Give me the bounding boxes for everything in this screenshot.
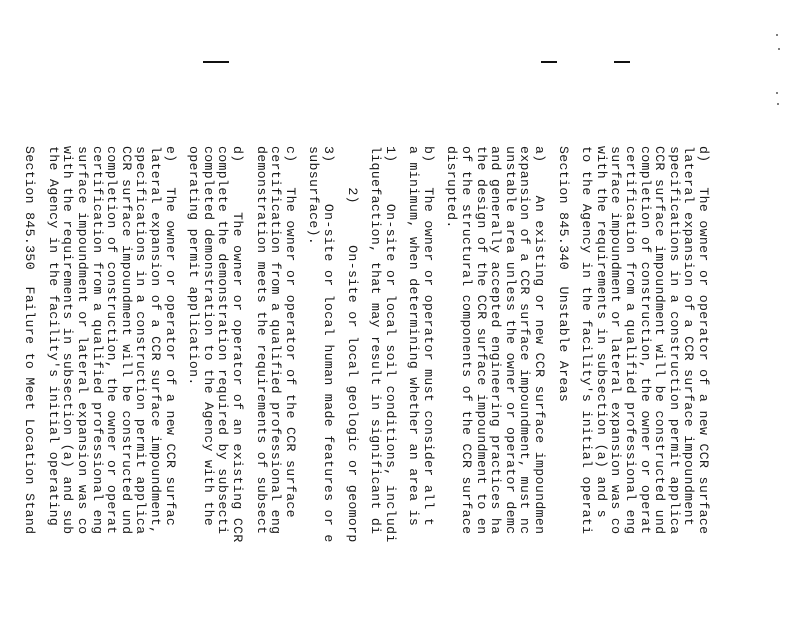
text-line: a minimum, when determining whether an area is [406,146,422,527]
text-line: lateral expansion of a CCR surface impoundment [681,146,697,527]
text-line: the Agency in the facility's initial operating [45,146,61,527]
speck [778,48,780,50]
paragraph-gap [244,146,253,618]
text-line: CCR surface impoundment will be constructed und [118,146,134,535]
text-line: complete the demonstration required by subsecti [215,146,231,535]
text-line: specifications in a construction permit applica [666,146,682,535]
rotated-text-block [22,146,710,618]
mark-left [203,61,229,63]
paragraph-gap [397,146,406,618]
speck [776,34,778,36]
text-line: certification from a qualified professional eng [89,146,105,535]
text-line: with the requirements in subsection (a) and sub [60,146,76,535]
paragraph-gap [570,146,579,618]
text-line: liquefaction, that may result in significant di [368,146,384,535]
text-line: 1) On-site or local soil conditions, includi [382,146,398,543]
text-line: surface impoundment or lateral expansion was co [75,146,91,535]
text-line: certification from a qualified professional eng [623,146,639,535]
text-line: 2) On-site or local geologic or geomorp [344,146,360,543]
paragraph-gap [297,146,306,618]
text-line: with the requirements in subsection (a) and s [593,146,609,518]
text-line: demonstration meets the requirements of subsect [253,146,269,535]
text-line: CCR surface impoundment will be constructed und [652,146,668,535]
paragraph-gap [359,146,368,618]
text-line: completion of construction, the owner or operat [637,146,653,535]
text-line: c) The owner or operator of the CCR surface [282,146,298,518]
paragraph-gap [435,146,444,618]
paragraph-gap [546,146,555,618]
text-line: unstable area unless the owner or operator demc [502,146,518,535]
text-line: subsurface). [306,146,322,246]
text-line: expansion of a CCR surface impoundment, must nc [517,146,533,535]
text-line: to the Agency in the facility's initial operati [579,146,595,535]
mark-right [614,61,630,63]
speck [777,103,779,105]
text-line: d) The owner or operator of a new CCR surface [696,146,711,535]
text-line: a) An existing or new CCR surface impoundmen [532,146,548,535]
text-line: Section 845.350 Failure to Meet Location Stand [22,146,38,535]
text-line: 3) On-site or local human made features or e [320,146,336,543]
text-line: and generally accepted engineering practices ha [488,146,504,535]
paragraph-gap [36,146,45,618]
text-line: completed demonstration to the Agency with the [200,146,216,527]
speck [776,92,778,94]
text-line: operating permit application. [186,146,202,386]
text-line: lateral expansion of a CCR surface impoundment, [148,146,163,535]
text-line: disrupted. [444,146,460,229]
text-line: specifications in a construction permit applica [133,146,149,535]
paragraph-gap [177,146,186,618]
text-line: b) The owner or operator must consider all t [420,146,436,527]
text-line: completion of construction, the owner or operat [104,146,120,535]
text-line: surface impoundment or lateral expansion was co [608,146,624,535]
mark-mid [541,61,557,63]
text-line: certification from a qualified professional eng [268,146,284,535]
text-line: Section 845.340 Unstable Areas [555,146,571,403]
text-line: e) The owner or operator of a new CCR surfac [162,146,178,527]
paragraph-gap [335,146,344,618]
text-line: the design of the CCR surface impoundment to en [473,146,489,535]
text-line: of the structural components of the CCR surface [459,146,475,535]
text-line: d) The owner or operator of an existing CCR [229,146,245,543]
